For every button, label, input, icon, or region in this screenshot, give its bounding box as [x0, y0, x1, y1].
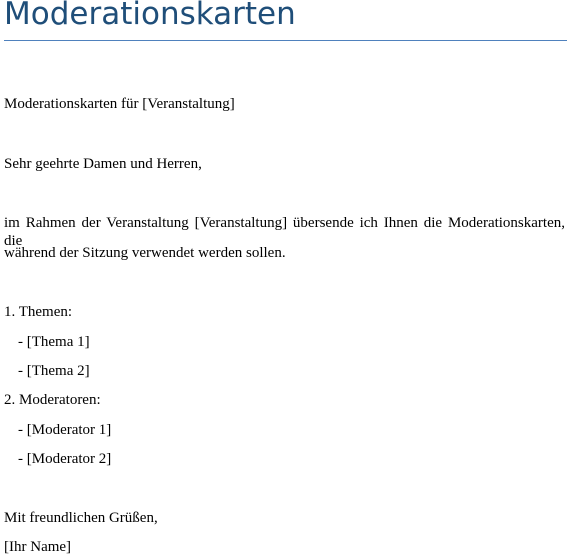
body-text-line-2: während der Sitzung verwendet werden sollen. [4, 245, 286, 261]
salutation: Sehr geehrte Damen und Herren, [4, 156, 202, 172]
list-subitem-topic-1: - [Thema 1] [18, 334, 90, 350]
list-subitem-moderator-1: - [Moderator 1] [18, 422, 112, 438]
signature-placeholder: [Ihr Name] [4, 539, 72, 555]
list-subitem-moderator-2: - [Moderator 2] [18, 451, 112, 467]
list-item-topics: 1. Themen: [4, 304, 73, 320]
list-item-moderators: 2. Moderatoren: [4, 392, 101, 408]
body-text-line-1: im Rahmen der Veranstaltung [Veranstaltung] übersende ich Ihnen die Moderationskarten, die [4, 215, 565, 249]
list-subitem-topic-2: - [Thema 2] [18, 363, 90, 379]
document-title: Moderationskarten [4, 0, 296, 32]
subject-line: Moderationskarten für [Veranstaltung] [4, 96, 235, 112]
closing-line: Mit freundlichen Grüßen, [4, 510, 158, 526]
title-divider [4, 40, 567, 41]
